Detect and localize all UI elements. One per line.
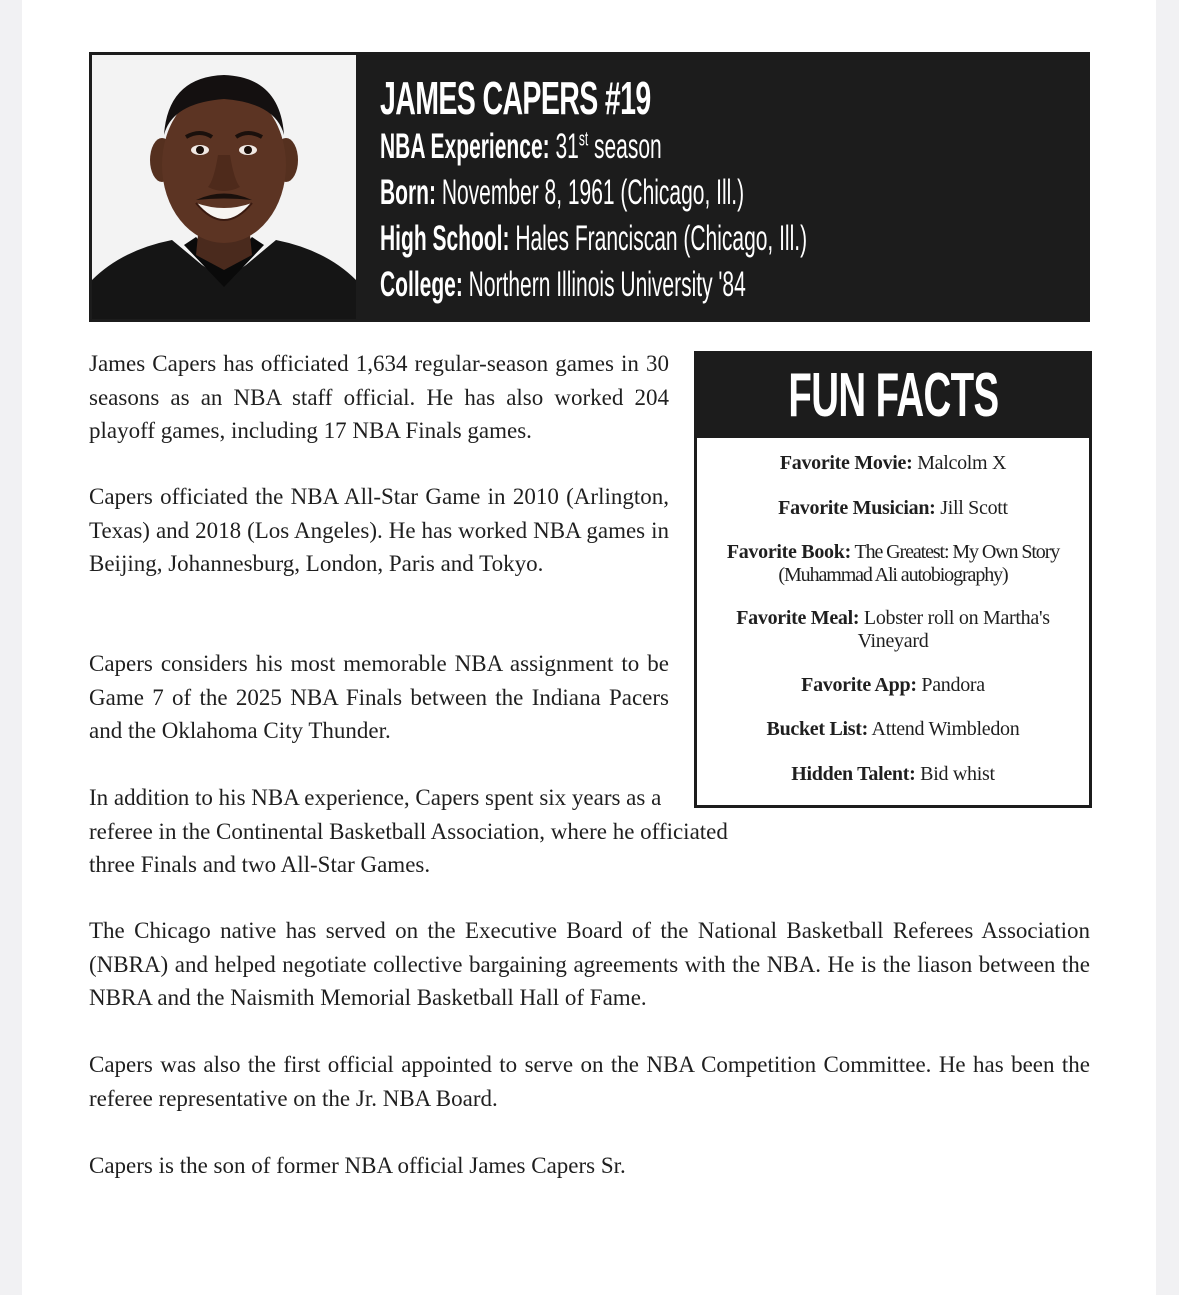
fact-favorite-musician bbox=[697, 497, 1089, 520]
official-name: JAMES CAPERS #19 bbox=[380, 72, 651, 124]
college-value: Northern Illinois University '84 bbox=[462, 265, 746, 304]
fun-facts-title: FUN FACTS bbox=[787, 361, 999, 430]
fact-value: Pandora bbox=[916, 674, 985, 696]
nba-experience-line bbox=[380, 124, 807, 170]
fact-value: Lobster roll on Martha's Vineyard bbox=[857, 607, 1050, 652]
fact-value: The Greatest: My Own Story (Muhammad Ali autobiography) bbox=[778, 541, 1060, 586]
high-school-label: High School: bbox=[380, 219, 510, 258]
bio-paragraph-1: James Capers has officiated 1,634 regular-season games in 30 seasons as an NBA staff official. He has also worked 204 playoff games, including 17 NBA Finals games. bbox=[89, 351, 669, 443]
fact-label: Favorite App: bbox=[801, 674, 917, 696]
fact-favorite-book bbox=[697, 541, 1089, 587]
fact-label: Favorite Book: bbox=[726, 541, 851, 563]
college-label: College: bbox=[380, 265, 463, 304]
bio-paragraph-7: Capers is the son of former NBA official James Capers Sr. bbox=[89, 1153, 626, 1178]
portrait-illustration bbox=[92, 55, 356, 319]
born-line bbox=[380, 170, 807, 216]
fact-label: Hidden Talent: bbox=[791, 763, 916, 785]
fact-label: Favorite Movie: bbox=[779, 452, 913, 474]
referee-portrait-photo bbox=[92, 55, 356, 319]
nba-experience-number: 31 bbox=[555, 127, 579, 166]
nba-experience-unit: season bbox=[588, 127, 662, 166]
nba-experience-suffix: st bbox=[578, 128, 589, 151]
fact-hidden-talent bbox=[697, 763, 1089, 786]
fact-label: Favorite Musician: bbox=[778, 497, 936, 519]
high-school-line bbox=[380, 216, 807, 262]
fact-label: Bucket List: bbox=[766, 718, 868, 740]
born-label: Born: bbox=[380, 173, 436, 212]
nba-experience-label: NBA Experience: bbox=[380, 127, 550, 166]
bio-paragraph-3: Capers considers his most memorable NBA assignment to be Game 7 of the 2025 NBA Finals between the Indiana Pacers and the Oklahoma City Thunder. bbox=[89, 651, 669, 743]
fact-favorite-app bbox=[697, 674, 1089, 697]
high-school-value: Hales Franciscan (Chicago, Ill.) bbox=[509, 219, 808, 258]
bio-paragraph-2: Capers officiated the NBA All-Star Game in 2010 (Arlington, Texas) and 2018 (Los Angeles). He has worked NBA games in Beijing, Johannesburg, London, Paris and Tokyo. bbox=[89, 484, 669, 576]
header-info bbox=[380, 72, 1092, 308]
bio-paragraph-4: In addition to his NBA experience, Capers spent six years as a referee in the Continental Basketball Association, where he officiated three Finals and two All-Star Games. bbox=[89, 785, 728, 877]
fun-facts-box bbox=[694, 351, 1092, 808]
bio-paragraph-6: Capers was also the first official appointed to serve on the NBA Competition Committee. He has been the referee representative on the Jr. NBA Board. bbox=[89, 1052, 1090, 1111]
fact-value: Bid whist bbox=[915, 763, 995, 785]
college-line bbox=[380, 262, 807, 308]
fact-value: Malcolm X bbox=[912, 452, 1007, 474]
fact-value: Jill Scott bbox=[935, 497, 1008, 519]
bio-paragraph-5: The Chicago native has served on the Executive Board of the National Basketball Referees Association (NBRA) and helped negotiate collective bargaining agreements with the NBA. He is the liason between the NBRA and the Naismith Memorial Basketball Hall of Fame. bbox=[89, 918, 1090, 1010]
fun-facts-header bbox=[697, 354, 1089, 438]
fact-value: Attend Wimbledon bbox=[867, 718, 1020, 740]
fact-favorite-meal bbox=[697, 607, 1089, 653]
fact-favorite-movie bbox=[697, 452, 1089, 475]
born-value: November 8, 1961 (Chicago, Ill.) bbox=[435, 173, 745, 212]
fact-label: Favorite Meal: bbox=[736, 607, 860, 629]
fact-bucket-list bbox=[697, 718, 1089, 741]
